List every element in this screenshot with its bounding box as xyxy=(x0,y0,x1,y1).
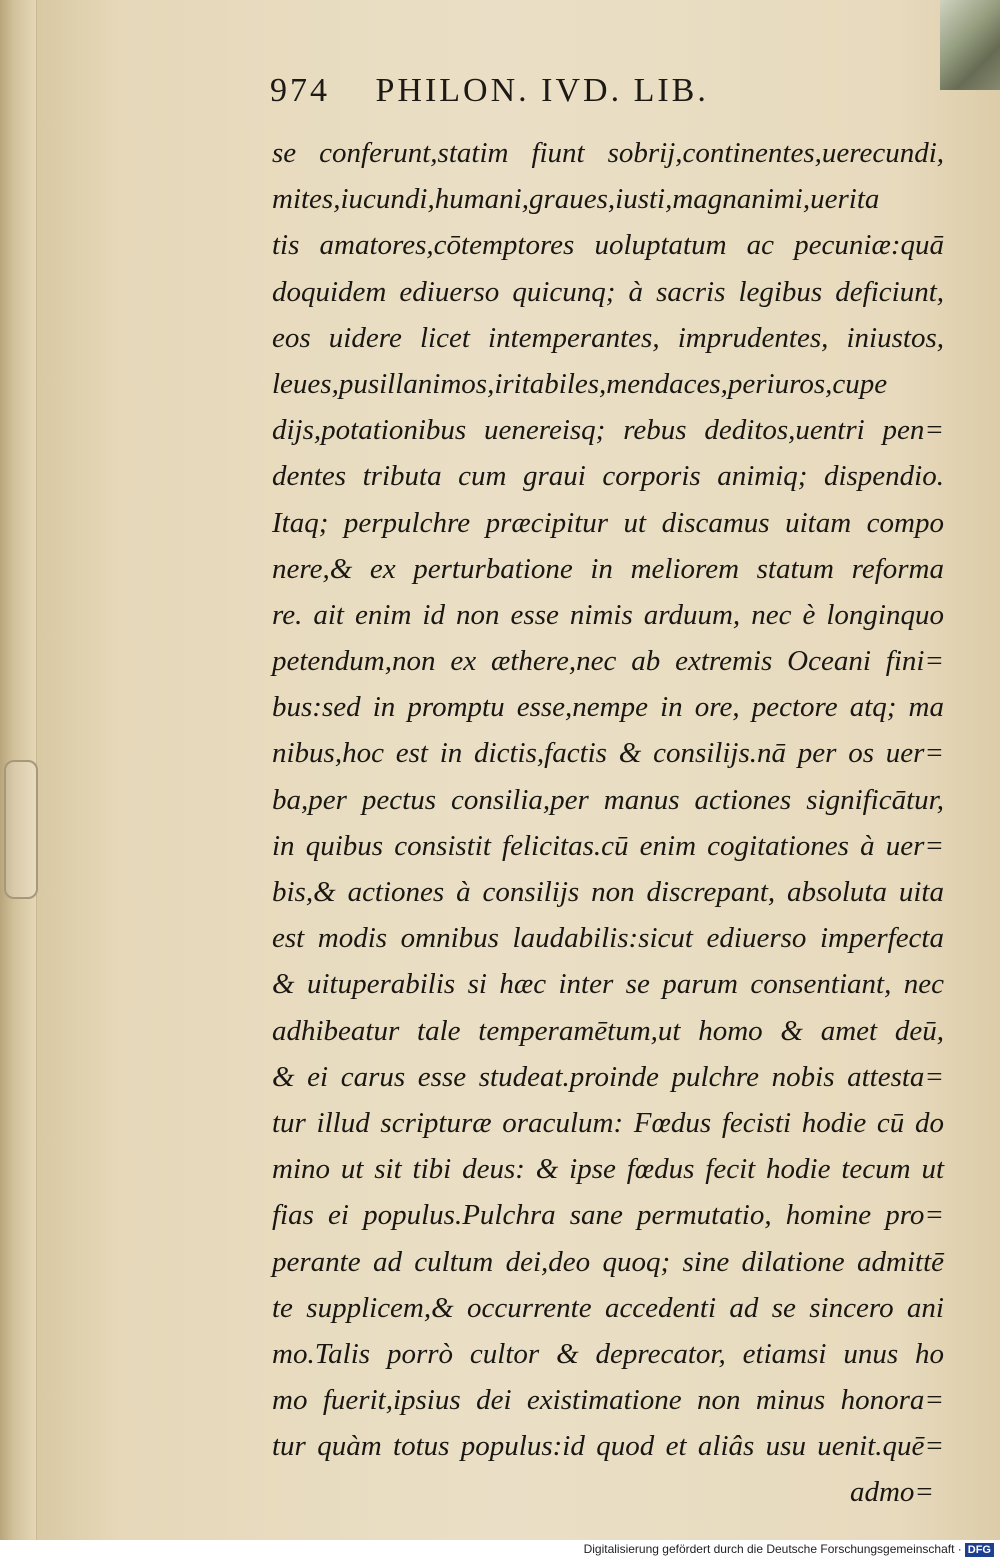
text-line: tis amatores,cōtemptores uoluptatum ac pecuniæ:quā xyxy=(272,229,944,262)
text-line: ba,per pectus consilia,per manus actiones significātur, xyxy=(272,783,944,816)
text-line: bis,& actiones à consilijs non discrepant, absoluta uita xyxy=(272,876,944,908)
text-line: mo fuerit,ipsius dei existimatione non minus honora= xyxy=(272,1384,944,1417)
text-line: est modis omnibus laudabilis:sicut ediuerso imperfecta xyxy=(272,922,944,955)
text-line: fias ei populus.Pulchra sane permutatio, homine pro= xyxy=(272,1199,944,1232)
text-line: nere,& ex perturbatione in meliorem statum reforma xyxy=(272,552,944,585)
text-line: tur illud scripturæ oraculum: Fœdus fecisti hodie cū do xyxy=(272,1106,944,1139)
text-line: re. ait enim id non esse nimis arduum, nec è longinquo xyxy=(272,598,944,631)
text-line: perante ad cultum dei,deo quoq; sine dilatione admittē xyxy=(272,1245,944,1278)
corner-decoration xyxy=(940,0,1000,90)
running-head xyxy=(270,72,870,122)
text-line: petendum,non ex æthere,nec ab extremis Oceani fini= xyxy=(272,645,944,678)
text-line: & uituperabilis si hæc inter se parum consentiant, nec xyxy=(272,968,944,1001)
page-number: 974 xyxy=(270,72,330,109)
running-head-title: PHILON. IVD. LIB. xyxy=(375,72,709,109)
text-line: mites,iucundi,humani,graues,iusti,magnanimi,uerita xyxy=(272,183,880,216)
text-line: nibus,hoc est in dictis,factis & consilijs.nā per os uer= xyxy=(272,737,944,770)
text-line: & ei carus esse studeat.proinde pulchre nobis attesta= xyxy=(272,1060,944,1093)
text-line: te supplicem,& occurrente accedenti ad se sincero ani xyxy=(272,1291,944,1324)
text-line: dijs,potationibus uenereisq; rebus deditos,uentri pen= xyxy=(272,414,944,447)
body-text xyxy=(272,130,944,1516)
text-line: eos uidere licet intemperantes, imprudentes, iniustos, xyxy=(272,321,944,354)
text-line: dentes tributa cum graui corporis animiq; dispendio. xyxy=(272,460,944,493)
text-line: doquidem ediuerso quicunq; à sacris legibus deficiunt, xyxy=(272,275,944,308)
text-line: admo= xyxy=(849,1476,934,1509)
text-line: se conferunt,statim fiunt sobrij,continentes,uerecundi, xyxy=(272,137,944,169)
text-line: in quibus consistit felicitas.cū enim cogitationes à uer= xyxy=(272,829,944,862)
text-line: adhibeatur tale temperamētum,ut homo & amet deū, xyxy=(272,1014,944,1047)
text-line: mino ut sit tibi deus: & ipse fœdus fecit hodie tecum ut xyxy=(272,1153,944,1186)
text-line: mo.Talis porrò cultor & deprecator, etiamsi unus ho xyxy=(272,1337,944,1370)
text-line: Itaq; perpulchre præcipitur ut discamus uitam compo xyxy=(272,506,944,539)
footer-credit: Digitalisierung gefördert durch die Deutsche Forschungsgemeinschaft · xyxy=(583,1542,962,1556)
digitization-footer xyxy=(0,1540,1000,1559)
text-line: tur quàm totus populus:id quod et aliâs usu uenit.quē= xyxy=(272,1430,944,1463)
binding-clip xyxy=(4,760,38,899)
text-line: bus:sed in promptu esse,nempe in ore, pectore atq; ma xyxy=(272,691,944,724)
dfg-logo: DFG xyxy=(965,1543,994,1557)
text-line: leues,pusillanimos,iritabiles,mendaces,periuros,cupe xyxy=(272,367,888,400)
